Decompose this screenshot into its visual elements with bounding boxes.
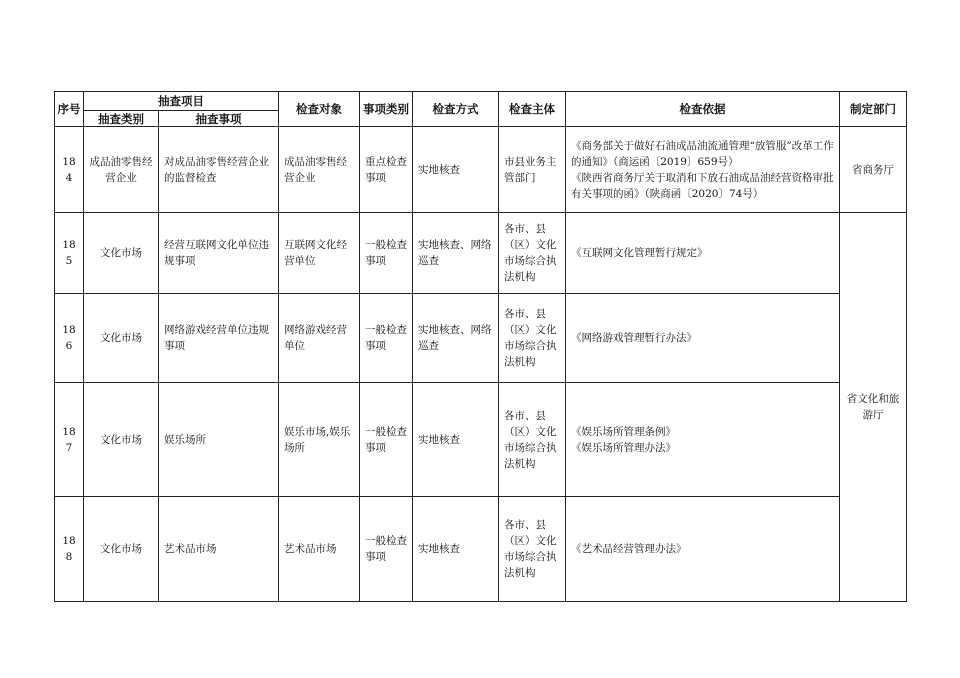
cell-no: 187	[55, 383, 84, 497]
cell-method: 实地核查	[413, 127, 499, 213]
cell-matter-type: 一般检查事项	[360, 383, 413, 497]
cell-dept: 省商务厅	[840, 127, 907, 213]
cell-matter: 网络游戏经营单位违规事项	[159, 294, 279, 383]
cell-target: 艺术品市场	[279, 497, 360, 602]
cell-target: 娱乐市场,娱乐场所	[279, 383, 360, 497]
header-matter-type: 事项类别	[360, 92, 413, 127]
cell-basis	[566, 127, 840, 213]
cell-no: 188	[55, 497, 84, 602]
cell-matter: 娱乐场所	[159, 383, 279, 497]
cell-matter-type: 一般检查事项	[360, 213, 413, 294]
cell-dept-merged: 省文化和旅游厅	[840, 213, 907, 602]
basis-line: 《网络游戏管理暂行办法》	[571, 332, 697, 344]
cell-category: 文化市场	[84, 213, 159, 294]
cell-matter: 对成品油零售经营企业的监督检查	[159, 127, 279, 213]
cell-subject: 市县业务主管部门	[499, 127, 566, 213]
cell-basis	[566, 294, 840, 383]
cell-target: 网络游戏经营单位	[279, 294, 360, 383]
table-row	[55, 497, 907, 602]
cell-basis	[566, 497, 840, 602]
cell-no: 185	[55, 213, 84, 294]
cell-category: 成品油零售经营企业	[84, 127, 159, 213]
basis-line: 《商务部关于做好石油成品油流通管理“放管服”改革工作的通知》（商运函〔2019〕659号）	[571, 139, 834, 168]
cell-category: 文化市场	[84, 497, 159, 602]
cell-no: 186	[55, 294, 84, 383]
cell-basis	[566, 383, 840, 497]
cell-method: 实地核查	[413, 383, 499, 497]
table-row	[55, 127, 907, 213]
cell-subject: 各市、县（区）文化市场综合执法机构	[499, 213, 566, 294]
inspection-table	[54, 91, 907, 602]
cell-matter: 经营互联网文化单位违规事项	[159, 213, 279, 294]
basis-line: 《娱乐场所管理办法》	[571, 441, 676, 454]
basis-line: 《娱乐场所管理条例》	[571, 425, 676, 438]
cell-category: 文化市场	[84, 294, 159, 383]
header-subject: 检查主体	[499, 92, 566, 127]
cell-method: 实地核查	[413, 497, 499, 602]
cell-method: 实地核查、网络巡查	[413, 294, 499, 383]
table-row	[55, 383, 907, 497]
header-target: 检查对象	[279, 92, 360, 127]
cell-subject: 各市、县（区）文化市场综合执法机构	[499, 383, 566, 497]
header-method: 检查方式	[413, 92, 499, 127]
basis-line: 《陕西省商务厅关于取消和下放石油成品油经营资格审批有关事项的函》（陕商函〔2020〕74号）	[571, 171, 834, 200]
cell-matter-type: 一般检查事项	[360, 497, 413, 602]
cell-target: 成品油零售经营企业	[279, 127, 360, 213]
cell-basis	[566, 213, 840, 294]
header-seq: 序号	[55, 92, 84, 127]
header-basis: 检查依据	[566, 92, 840, 127]
header-dept: 制定部门	[840, 92, 907, 127]
table-row	[55, 294, 907, 383]
basis-line: 《艺术品经营管理办法》	[571, 543, 687, 555]
header-category: 抽查类别	[84, 111, 159, 127]
cell-no: 184	[55, 127, 84, 213]
cell-subject: 各市、县（区）文化市场综合执法机构	[499, 294, 566, 383]
cell-subject: 各市、县（区）文化市场综合执法机构	[499, 497, 566, 602]
table-row	[55, 213, 907, 294]
cell-matter-type: 重点检查事项	[360, 127, 413, 213]
cell-matter: 艺术品市场	[159, 497, 279, 602]
header-item-group: 抽查项目	[84, 92, 279, 111]
header-matter: 抽查事项	[159, 111, 279, 127]
cell-method: 实地核查、网络巡查	[413, 213, 499, 294]
basis-line: 《互联网文化管理暂行规定》	[571, 247, 708, 259]
header-row-1	[55, 92, 907, 111]
cell-matter-type: 一般检查事项	[360, 294, 413, 383]
cell-target: 互联网文化经营单位	[279, 213, 360, 294]
cell-category: 文化市场	[84, 383, 159, 497]
